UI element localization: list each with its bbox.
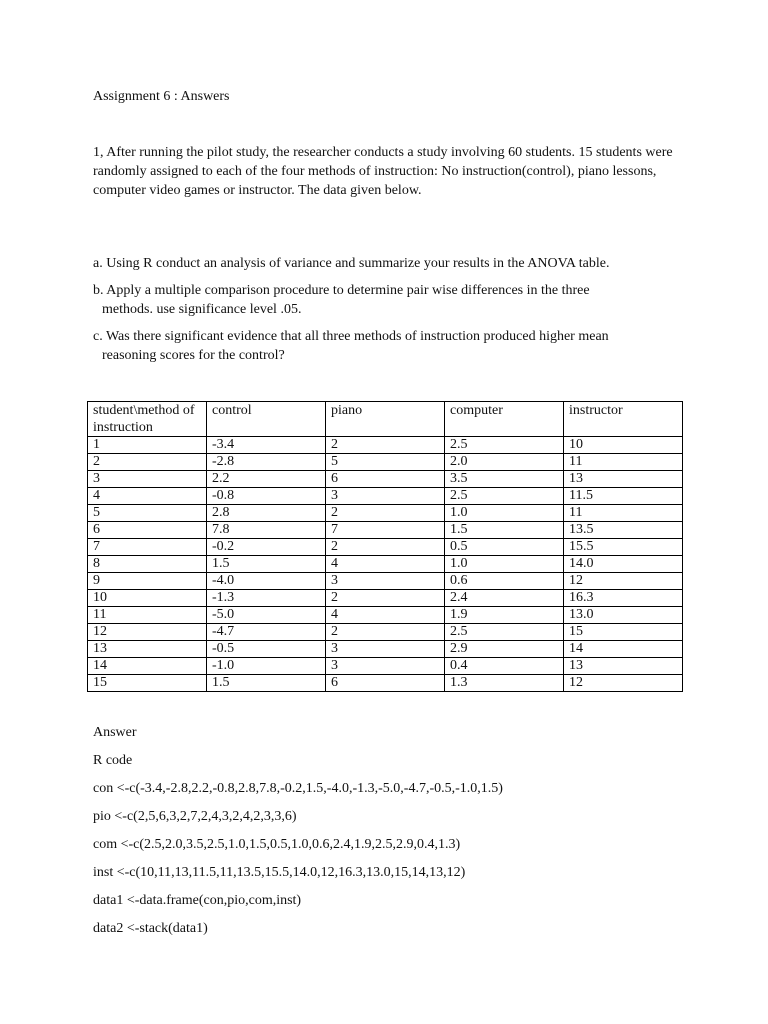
cell-student: 13 (88, 641, 207, 658)
cell-piano: 3 (326, 658, 445, 675)
question-c-line1: c. Was there significant evidence that all three methods of instruction produced higher mean (93, 329, 609, 344)
table-row (88, 590, 683, 607)
cell-computer: 1.5 (445, 522, 564, 539)
rcode-heading: R code (93, 753, 133, 768)
cell-control: 7.8 (207, 522, 326, 539)
cell-control: -4.7 (207, 624, 326, 641)
cell-piano: 6 (326, 675, 445, 692)
table-row (88, 573, 683, 590)
cell-student: 5 (88, 505, 207, 522)
table-row (88, 488, 683, 505)
cell-piano: 3 (326, 641, 445, 658)
cell-instructor: 15 (564, 624, 683, 641)
cell-instructor: 12 (564, 675, 683, 692)
table-row (88, 641, 683, 658)
cell-control: 2.2 (207, 471, 326, 488)
cell-piano: 2 (326, 437, 445, 454)
cell-piano: 7 (326, 522, 445, 539)
cell-computer: 0.5 (445, 539, 564, 556)
question-b-line1: b. Apply a multiple comparison procedure to determine pair wise differences in the three (93, 283, 590, 298)
cell-student: 14 (88, 658, 207, 675)
cell-control: -4.0 (207, 573, 326, 590)
table-row (88, 675, 683, 692)
cell-instructor: 13.0 (564, 607, 683, 624)
cell-piano: 6 (326, 471, 445, 488)
cell-student: 9 (88, 573, 207, 590)
cell-control: -1.0 (207, 658, 326, 675)
cell-instructor: 13 (564, 471, 683, 488)
table-row (88, 556, 683, 573)
cell-student: 4 (88, 488, 207, 505)
question-c (93, 327, 683, 365)
cell-control: 1.5 (207, 675, 326, 692)
answer-heading: Answer (93, 725, 137, 740)
cell-piano: 3 (326, 573, 445, 590)
question-c-line2: reasoning scores for the control? (102, 348, 285, 363)
cell-computer: 2.5 (445, 488, 564, 505)
code-line: con <-c(-3.4,-2.8,2.2,-0.8,2.8,7.8,-0.2,1.5,-4.0,-1.3,-5.0,-4.7,-0.5,-1.0,1.5) (93, 781, 503, 796)
cell-student: 10 (88, 590, 207, 607)
cell-student: 1 (88, 437, 207, 454)
cell-student: 6 (88, 522, 207, 539)
code-line: pio <-c(2,5,6,3,2,7,2,4,3,2,4,2,3,3,6) (93, 809, 297, 824)
cell-computer: 0.4 (445, 658, 564, 675)
data-table (87, 401, 683, 692)
cell-computer: 2.5 (445, 437, 564, 454)
cell-instructor: 11.5 (564, 488, 683, 505)
cell-instructor: 11 (564, 505, 683, 522)
cell-piano: 2 (326, 539, 445, 556)
cell-instructor: 13.5 (564, 522, 683, 539)
table-row (88, 607, 683, 624)
table-row (88, 471, 683, 488)
header-control: control (207, 402, 326, 437)
cell-piano: 5 (326, 454, 445, 471)
cell-computer: 2.9 (445, 641, 564, 658)
question-a-text: a. Using R conduct an analysis of variance and summarize your results in the ANOVA table. (93, 256, 610, 271)
cell-piano: 3 (326, 488, 445, 505)
table-row (88, 658, 683, 675)
code-line: data1 <-data.frame(con,pio,com,inst) (93, 893, 302, 908)
code-line: inst <-c(10,11,13,11.5,11,13.5,15.5,14.0,12,16.3,13.0,15,14,13,12) (93, 865, 466, 880)
cell-control: -2.8 (207, 454, 326, 471)
cell-computer: 2.4 (445, 590, 564, 607)
cell-control: -0.8 (207, 488, 326, 505)
cell-piano: 4 (326, 607, 445, 624)
cell-instructor: 16.3 (564, 590, 683, 607)
cell-computer: 3.5 (445, 471, 564, 488)
cell-instructor: 15.5 (564, 539, 683, 556)
table-row (88, 505, 683, 522)
cell-control: -5.0 (207, 607, 326, 624)
table-row (88, 624, 683, 641)
table-row (88, 437, 683, 454)
question-b-line2: methods. use significance level .05. (102, 302, 302, 317)
header-computer: computer (445, 402, 564, 437)
cell-piano: 2 (326, 624, 445, 641)
cell-instructor: 13 (564, 658, 683, 675)
cell-computer: 1.0 (445, 505, 564, 522)
cell-control: 2.8 (207, 505, 326, 522)
cell-computer: 2.0 (445, 454, 564, 471)
cell-computer: 0.6 (445, 573, 564, 590)
cell-control: 1.5 (207, 556, 326, 573)
cell-instructor: 14 (564, 641, 683, 658)
cell-instructor: 10 (564, 437, 683, 454)
cell-control: -0.2 (207, 539, 326, 556)
question-b (93, 281, 683, 319)
header-student-method: student\method of instruction (88, 402, 207, 437)
table-row (88, 454, 683, 471)
intro-paragraph: 1, After running the pilot study, the researcher conducts a study involving 60 students. 15 students were randomly assigned to each of the four methods of instruction: No instruction(control), piano lessons, computer video games or instructor. The data given below. (93, 145, 673, 198)
cell-computer: 1.9 (445, 607, 564, 624)
table-row (88, 539, 683, 556)
header-piano: piano (326, 402, 445, 437)
cell-student: 2 (88, 454, 207, 471)
cell-student: 8 (88, 556, 207, 573)
cell-control: -3.4 (207, 437, 326, 454)
cell-computer: 1.0 (445, 556, 564, 573)
cell-control: -1.3 (207, 590, 326, 607)
cell-instructor: 12 (564, 573, 683, 590)
code-line: com <-c(2.5,2.0,3.5,2.5,1.0,1.5,0.5,1.0,0.6,2.4,1.9,2.5,2.9,0.4,1.3) (93, 837, 461, 852)
cell-control: -0.5 (207, 641, 326, 658)
cell-piano: 2 (326, 590, 445, 607)
cell-computer: 2.5 (445, 624, 564, 641)
cell-student: 15 (88, 675, 207, 692)
table-header-row (88, 402, 683, 437)
cell-piano: 2 (326, 505, 445, 522)
cell-instructor: 14.0 (564, 556, 683, 573)
cell-student: 12 (88, 624, 207, 641)
cell-student: 7 (88, 539, 207, 556)
page-title: Assignment 6 : Answers (93, 89, 230, 104)
cell-student: 11 (88, 607, 207, 624)
cell-instructor: 11 (564, 454, 683, 471)
cell-piano: 4 (326, 556, 445, 573)
cell-computer: 1.3 (445, 675, 564, 692)
table-row (88, 522, 683, 539)
question-a (93, 254, 683, 273)
header-instructor: instructor (564, 402, 683, 437)
cell-student: 3 (88, 471, 207, 488)
code-line: data2 <-stack(data1) (93, 921, 208, 936)
